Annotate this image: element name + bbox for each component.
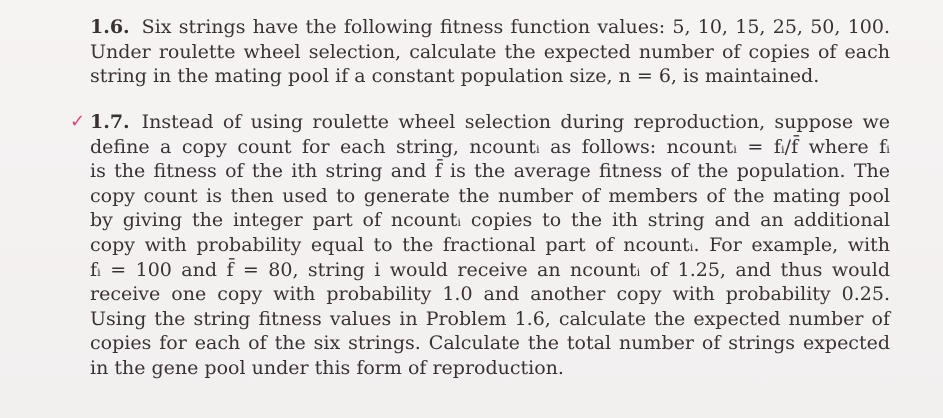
problem-number: 1.7. bbox=[90, 111, 130, 133]
problem-1-7-line-4: copy count is then used to generate the number of members of the mating pool bbox=[90, 184, 890, 207]
problem-1-6-line-1 bbox=[90, 15, 890, 40]
problem-1-7-line-9: Using the string fitness values in Problem 1.6, calculate the expected number of bbox=[90, 307, 890, 330]
problem-1-7-line-11: in the gene pool under this form of reproduction. bbox=[90, 356, 564, 379]
problem-number: 1.6. bbox=[90, 16, 130, 38]
problem-1-7-line-2: define a copy count for each string, ncountᵢ as follows: ncountᵢ = fᵢ/f̄ where fᵢ bbox=[90, 135, 890, 158]
check-mark-icon: ✓ bbox=[70, 111, 86, 132]
problem-1-6-line-3: string in the mating pool if a constant population size, n = 6, is maintained. bbox=[90, 65, 820, 88]
problem-text: Six strings have the following fitness function values: 5, 10, 15, 25, 50, 100. bbox=[141, 16, 890, 38]
problem-1-6-line-2: Under roulette wheel selection, calculate the expected number of copies of each bbox=[90, 40, 890, 63]
problem-1-6 bbox=[90, 15, 890, 89]
problem-1-7-line-7: fᵢ = 100 and f̄ = 80, string i would receive an ncountᵢ of 1.25, and thus would bbox=[90, 258, 890, 281]
problem-1-7-line-1 bbox=[90, 110, 890, 135]
problem-1-7-line-3: is the fitness of the ith string and f̄ is the average fitness of the population. The bbox=[90, 160, 890, 183]
problem-1-7-line-10: copies for each of the six strings. Calculate the total number of strings expected bbox=[90, 332, 890, 355]
problem-1-7-line-5: by giving the integer part of ncountᵢ copies to the ith string and an additional bbox=[90, 209, 890, 232]
problem-text: Instead of using roulette wheel selection during reproduction, suppose we bbox=[141, 111, 890, 133]
problem-1-7-line-6: copy with probability equal to the fractional part of ncountᵢ. For example, with bbox=[90, 233, 890, 256]
problem-1-7 bbox=[90, 110, 890, 381]
problem-1-7-line-8: receive one copy with probability 1.0 and another copy with probability 0.25. bbox=[90, 283, 890, 306]
